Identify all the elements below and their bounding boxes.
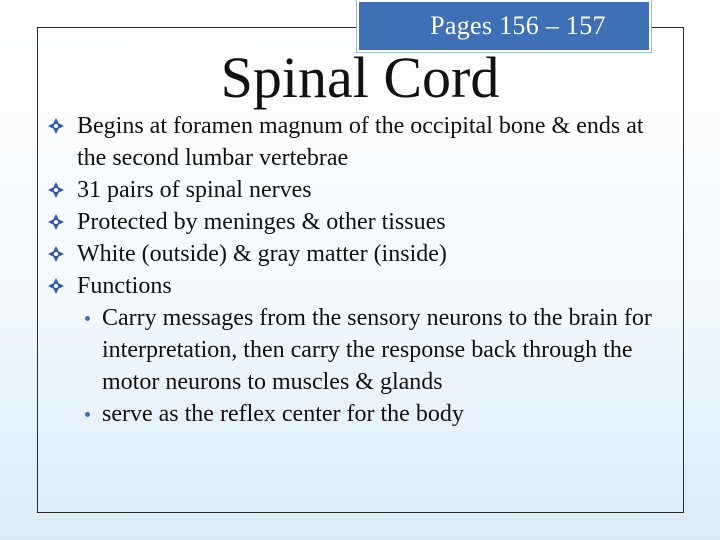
bullet-text: Begins at foramen magnum of the occipital bone & ends at the second lumbar vertebrae — [77, 113, 644, 171]
page-reference-label: Pages 156 – 157 — [430, 11, 606, 40]
bullet-item — [48, 110, 678, 174]
bullet-text: Protected by meninges & other tissues — [77, 209, 446, 235]
diamond-bullet-icon — [48, 214, 64, 230]
dot-bullet-icon — [85, 412, 90, 417]
bullet-item — [48, 238, 678, 270]
diamond-bullet-icon — [48, 118, 64, 134]
diamond-bullet-icon — [48, 182, 64, 198]
bullet-item — [48, 270, 678, 430]
bullet-text: 31 pairs of spinal nerves — [77, 177, 312, 203]
sub-bullet-item — [77, 302, 678, 398]
sub-bullet-text: serve as the reflex center for the body — [102, 401, 464, 427]
slide-title — [0, 44, 720, 112]
bullet-list — [48, 110, 678, 430]
sub-bullet-text: Carry messages from the sensory neurons to the brain for interpretation, then carry the response back through the motor neurons to muscles & glands — [102, 305, 652, 395]
diamond-bullet-icon — [48, 278, 64, 294]
bullet-text: Functions — [77, 273, 172, 299]
diamond-bullet-icon — [48, 246, 64, 262]
bullet-item — [48, 174, 678, 206]
bullet-text: White (outside) & gray matter (inside) — [77, 241, 447, 267]
sub-bullet-list — [77, 302, 678, 430]
slide-title-text: Spinal Cord — [220, 45, 500, 110]
bullet-item — [48, 206, 678, 238]
sub-bullet-item — [77, 398, 678, 430]
dot-bullet-icon — [85, 316, 90, 321]
